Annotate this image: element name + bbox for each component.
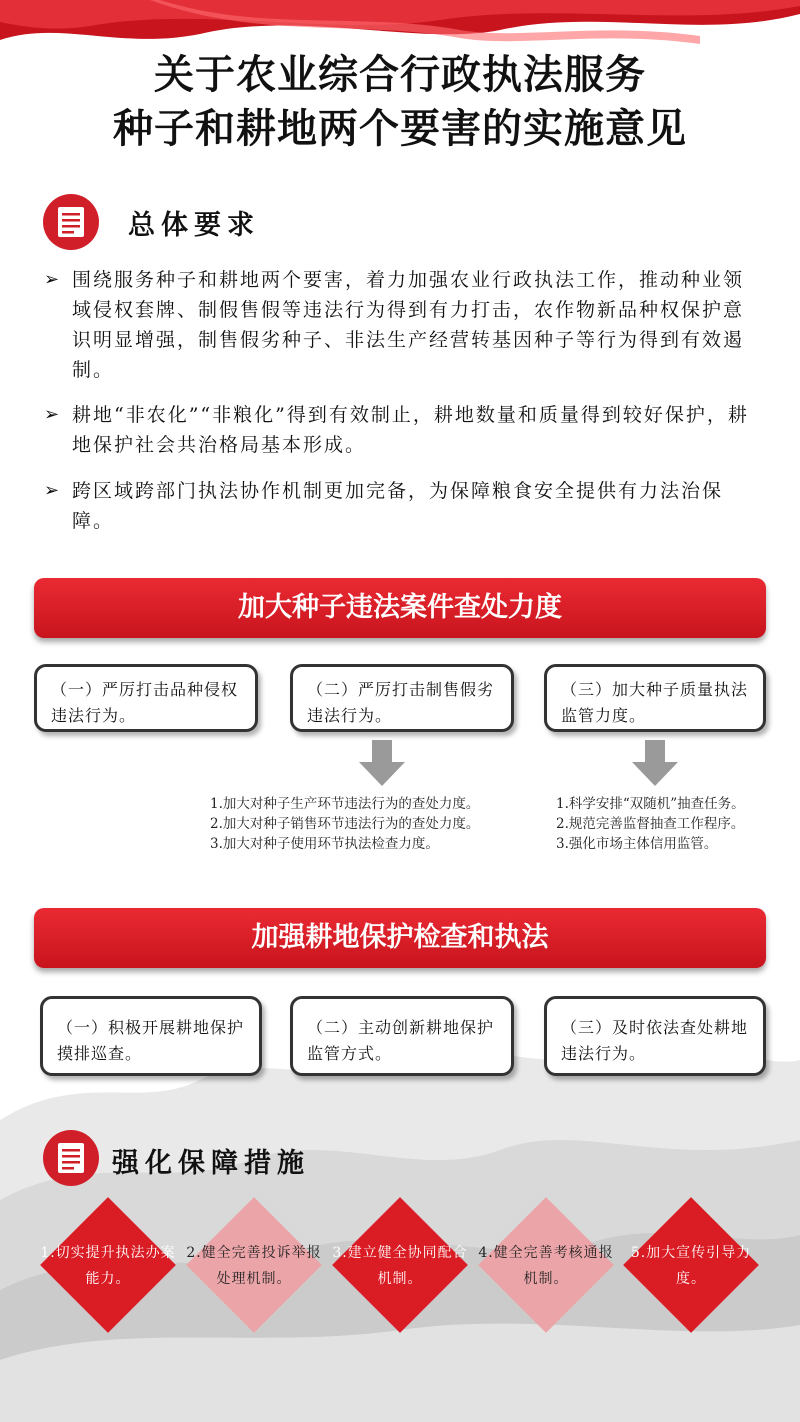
seed-sublist-left xyxy=(210,794,479,854)
list-item: 1.科学安排“双随机”抽查任务。 xyxy=(556,796,745,812)
list-item: 3.加大对种子使用环节执法检查力度。 xyxy=(210,836,439,852)
arrow-down-icon xyxy=(359,740,405,786)
guarantee-item-4: 4.健全完善考核通报机制。 xyxy=(478,1245,614,1287)
seed-card-1: （一）严厉打击品种侵权违法行为。 xyxy=(34,664,258,732)
bullet-text: 围绕服务种子和耕地两个要害，着力加强农业行政执法工作，推动种业领域侵权套牌、制假售假等违法行为得到有力打击，农作物新品种权保护意识明显增强，制售假劣种子、非法生产经营转基因种子等行为得到有效遏制。 xyxy=(72,269,745,381)
section-heading-guarantee: 强化保障措施 xyxy=(112,1148,310,1179)
section-heading-general: 总体要求 xyxy=(128,210,260,241)
list-item: 1.加大对种子生产环节违法行为的查处力度。 xyxy=(210,796,480,812)
page-title xyxy=(0,48,800,156)
general-bullet-3 xyxy=(44,476,760,536)
bullet-text: 跨区域跨部门执法协作机制更加完备，为保障粮食安全提供有力法治保障。 xyxy=(72,480,724,532)
land-card-3: （三）及时依法查处耕地违法行为。 xyxy=(544,996,766,1076)
bullet-arrow-icon: ➢ xyxy=(44,480,62,501)
document-glyph xyxy=(57,206,85,238)
general-bullet-1 xyxy=(44,265,760,385)
bullet-arrow-icon: ➢ xyxy=(44,404,62,425)
document-icon xyxy=(43,1130,99,1186)
seed-card-3: （三）加大种子质量执法监管力度。 xyxy=(544,664,766,732)
general-bullet-2 xyxy=(44,400,760,460)
bullet-text: 耕地“非农化”“非粮化”得到有效制止，耕地数量和质量得到较好保护，耕地保护社会共治格局基本形成。 xyxy=(72,404,749,456)
document-icon xyxy=(43,194,99,250)
title-line-2: 种子和耕地两个要害的实施意见 xyxy=(113,106,687,152)
seed-sublist-right xyxy=(556,794,745,854)
land-card-2: （二）主动创新耕地保护监管方式。 xyxy=(290,996,514,1076)
land-card-1: （一）积极开展耕地保护摸排巡查。 xyxy=(40,996,262,1076)
arrow-down-icon xyxy=(632,740,678,786)
seed-section-banner: 加大种子违法案件查处力度 xyxy=(34,578,766,638)
guarantee-item-2: 2.健全完善投诉举报处理机制。 xyxy=(186,1245,322,1287)
title-line-1: 关于农业综合行政执法服务 xyxy=(154,52,646,98)
guarantee-item-1: 1.切实提升执法办案能力。 xyxy=(40,1245,176,1287)
list-item: 2.加大对种子销售环节违法行为的查处力度。 xyxy=(210,816,480,832)
list-item: 3.强化市场主体信用监管。 xyxy=(556,836,718,852)
bullet-arrow-icon: ➢ xyxy=(44,269,62,290)
guarantee-item-3: 3.建立健全协同配合机制。 xyxy=(332,1245,468,1287)
land-section-banner: 加强耕地保护检查和执法 xyxy=(34,908,766,968)
guarantee-item-5: 5.加大宣传引导力度。 xyxy=(630,1245,752,1287)
seed-card-2: （二）严厉打击制售假劣违法行为。 xyxy=(290,664,514,732)
document-glyph xyxy=(57,1142,85,1174)
list-item: 2.规范完善监督抽查工作程序。 xyxy=(556,816,745,832)
